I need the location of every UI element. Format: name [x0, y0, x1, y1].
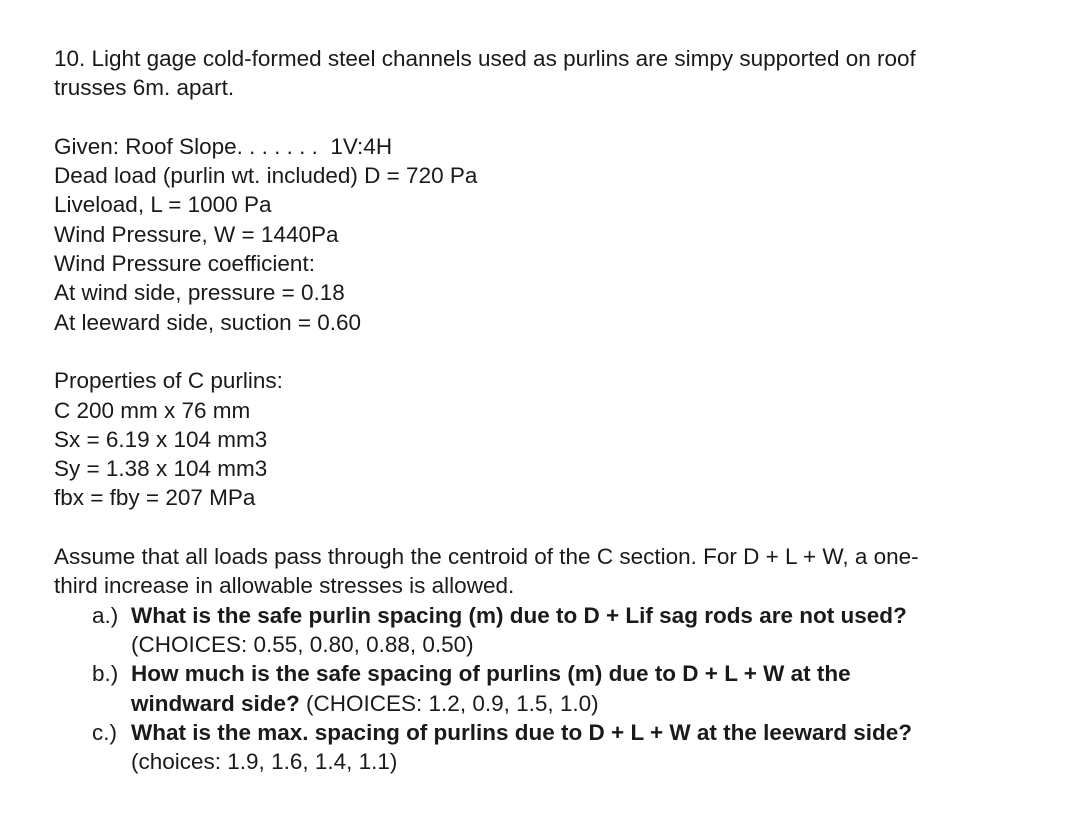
spacer [54, 513, 1054, 542]
question-label: c.) [92, 719, 117, 745]
property-sx: Sx = 6.19 x 104 mm3 [54, 426, 268, 452]
assumption-line-2: third increase in allowable stresses is allowed. [54, 573, 515, 599]
given-wind-pressure: Wind Pressure, W = 1440Pa [54, 221, 339, 247]
question-choices: (CHOICES: 0.55, 0.80, 0.88, 0.50) [131, 631, 474, 657]
spacer [54, 337, 1054, 366]
problem-statement-line-1: 10. Light gage cold-formed steel channels used as purlins are simpy supported on roof [54, 46, 916, 71]
question-choices: (choices: 1.9, 1.6, 1.4, 1.1) [131, 749, 398, 775]
spacer [54, 103, 1054, 132]
problem-document [54, 44, 1054, 776]
purlin-properties [54, 366, 1054, 512]
question-text: What is the safe purlin spacing (m) due to D + Lif sag rods are not used? [131, 602, 907, 628]
question-text: What is the max. spacing of purlins due to D + L + W at the leeward side? [131, 719, 912, 745]
given-live-load: Liveload, L = 1000 Pa [54, 192, 272, 218]
property-section-size: C 200 mm x 76 mm [54, 397, 251, 423]
given-wind-coefficient-heading: Wind Pressure coefficient: [54, 251, 315, 277]
property-sy: Sy = 1.38 x 104 mm3 [54, 456, 268, 482]
problem-statement-line-2: trusses 6m. apart. [54, 75, 235, 101]
question-text-line-2: windward side? [131, 690, 300, 716]
question-a [92, 601, 1054, 660]
question-text-line-1: How much is the safe spacing of purlins (m) due to D + L + W at the [131, 661, 851, 687]
given-data [54, 132, 1054, 337]
question-text-line-2-wrapper [131, 689, 1054, 718]
properties-heading: Properties of C purlins: [54, 368, 283, 394]
given-dead-load: Dead load (purlin wt. included) D = 720 Pa [54, 163, 478, 189]
question-label: b.) [92, 661, 119, 687]
assumption-line-1: Assume that all loads pass through the centroid of the C section. For D + L + W, a one- [54, 544, 919, 570]
question-choices: (CHOICES: 1.2, 0.9, 1.5, 1.0) [299, 690, 599, 716]
question-b [92, 659, 1054, 718]
question-label: a.) [92, 602, 119, 628]
question-c [92, 718, 1054, 777]
given-leeward-suction: At leeward side, suction = 0.60 [54, 309, 362, 335]
problem-statement [54, 44, 1054, 103]
given-windward-pressure: At wind side, pressure = 0.18 [54, 280, 345, 306]
property-allowable-stress: fbx = fby = 207 MPa [54, 485, 256, 511]
given-roof-slope: Given: Roof Slope. . . . . . . 1V:4H [54, 133, 393, 159]
assumption [54, 542, 1054, 601]
question-list [54, 601, 1054, 777]
